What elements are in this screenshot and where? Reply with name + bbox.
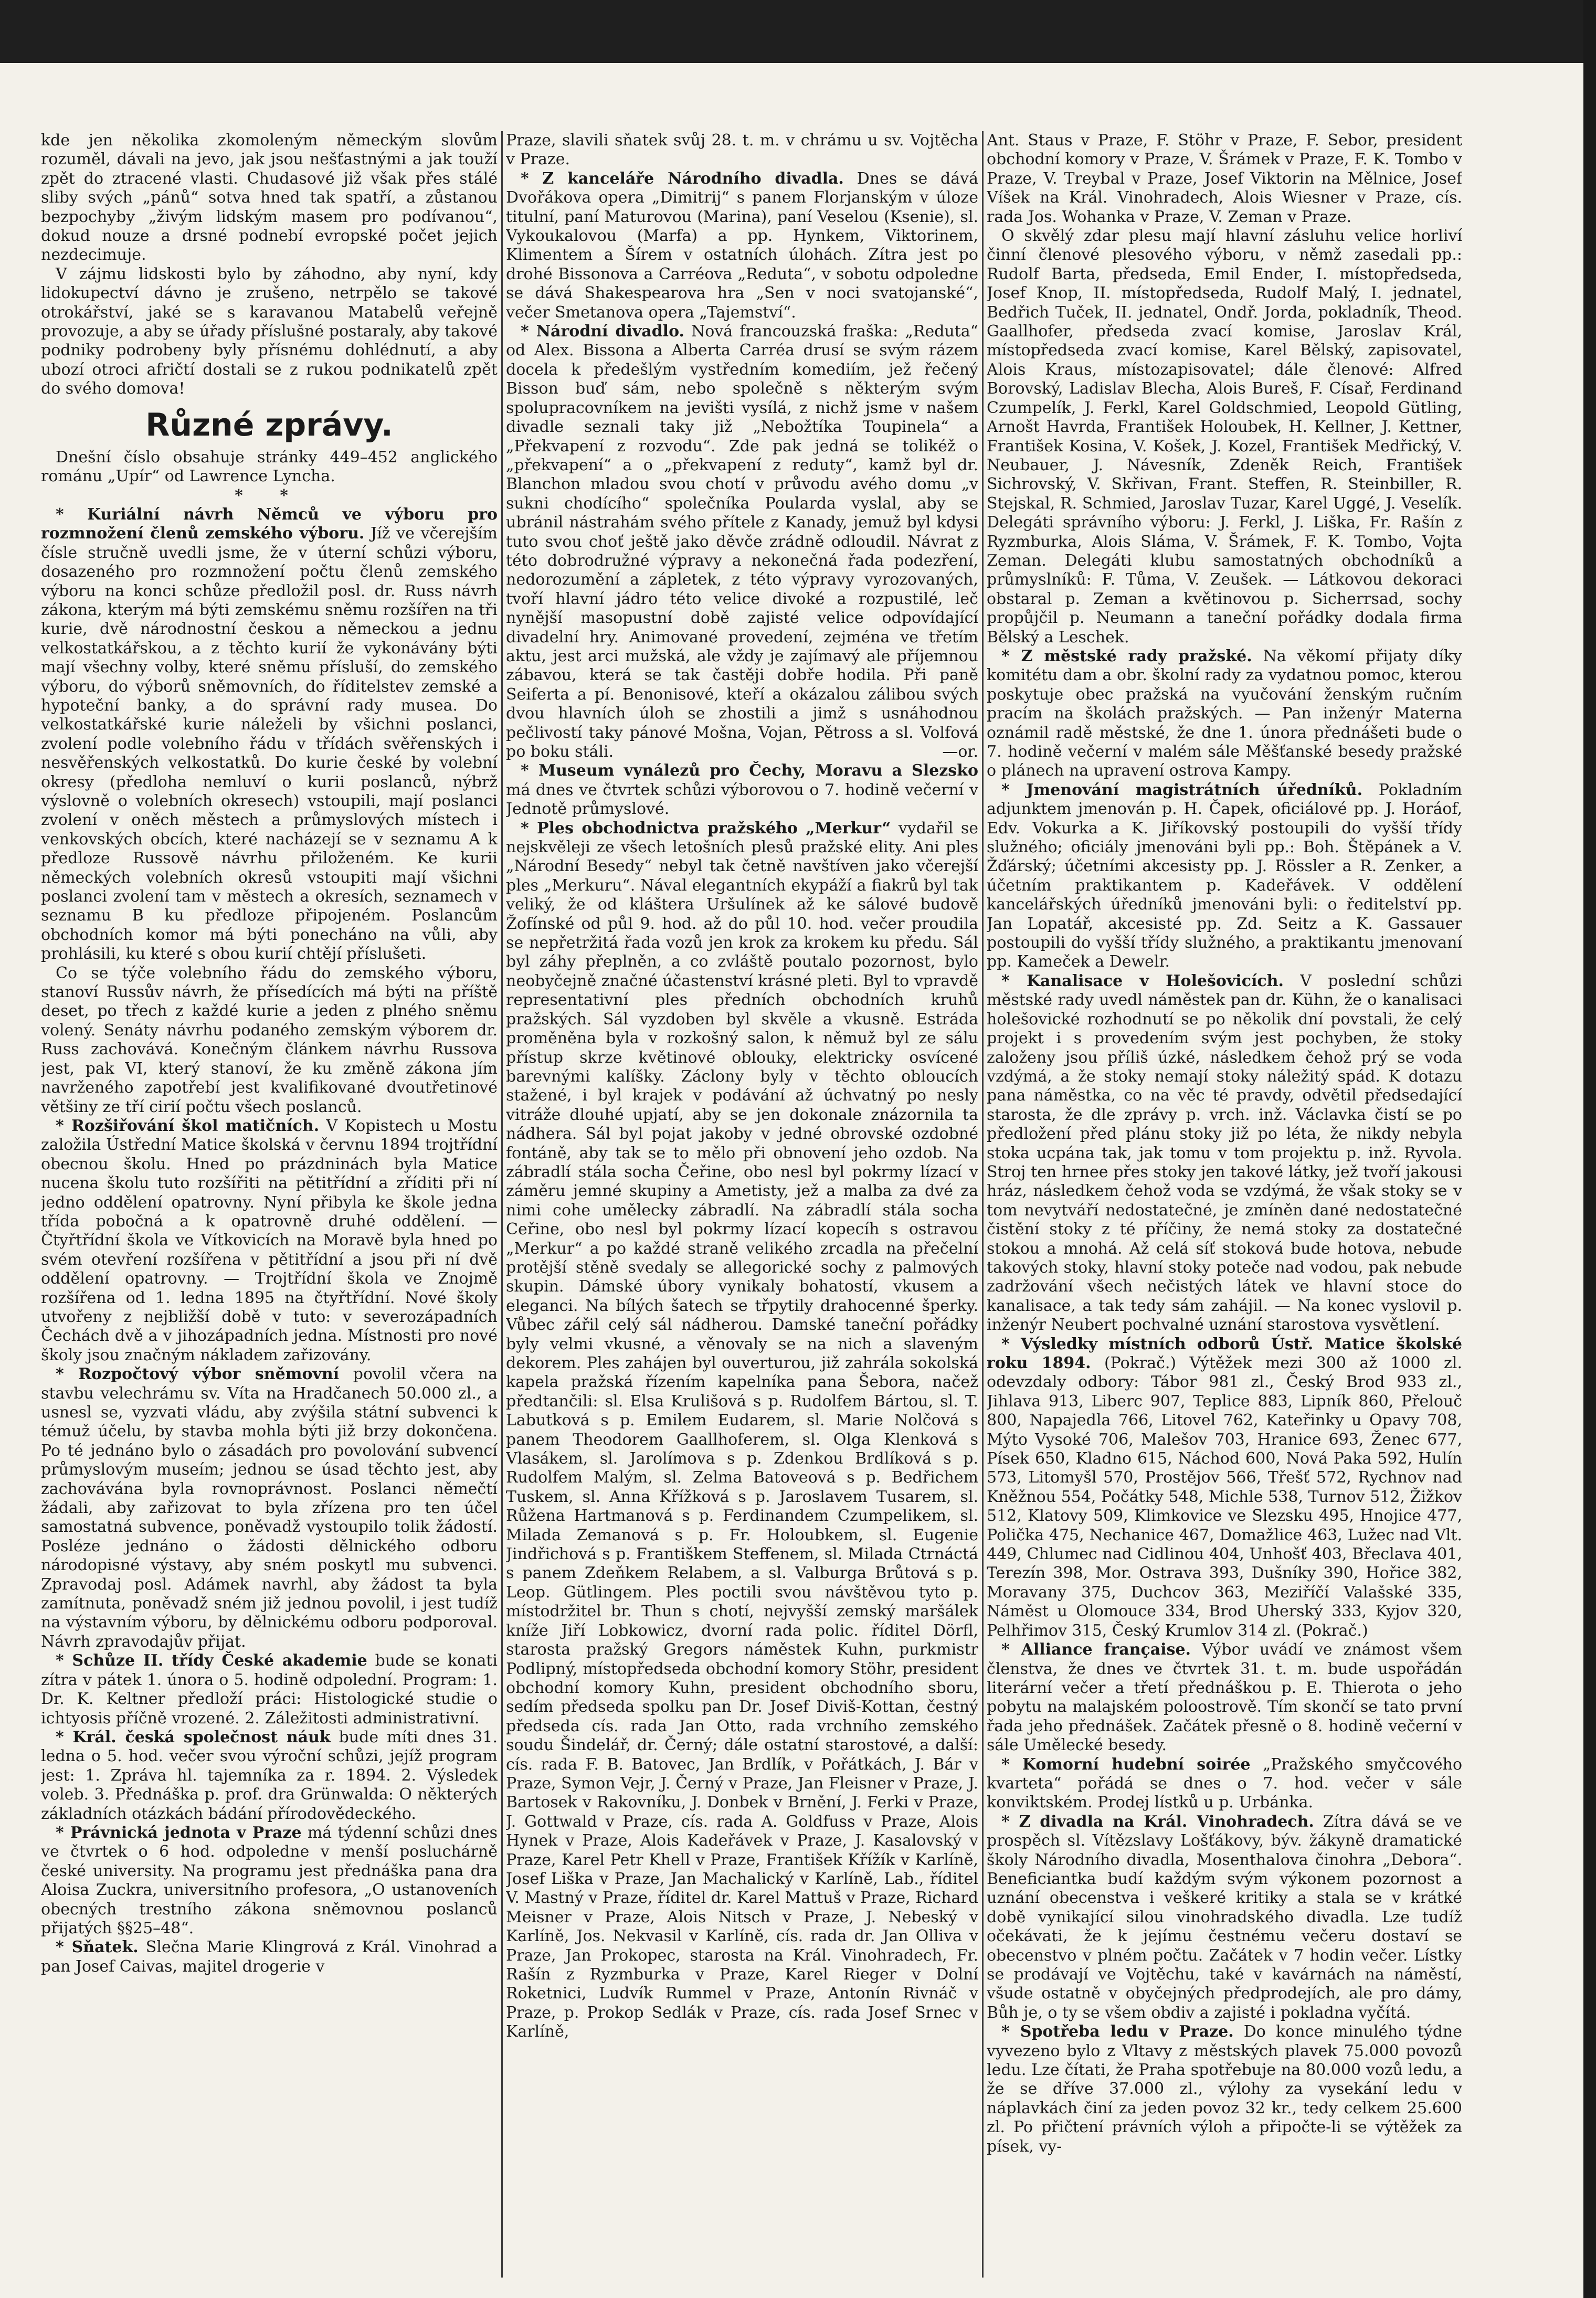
article-headline: * Jmenování magistrátních úředníků. <box>1001 780 1363 799</box>
article-text: kde jen několika zkomoleným německým slovům rozuměl, dávali na jevo, jak jsou nešťastnými a jak touží zpět do ztracené vlasti. Chudasové již však přes stálé sliby svých „pánů“ sotva hned tak spatří, a zůstanou bezpochyby „živým lidským masem pro podívanou“, dokud nouze a drsné podnebí evropské počet jejich nezdecimuje. <box>41 131 498 264</box>
article-paragraph <box>41 1651 498 1728</box>
article-paragraph <box>506 322 978 761</box>
article-headline: * Národní divadlo. <box>521 322 684 341</box>
article-text: bude se konati zítra v pátek 1. února o 5. hodině odpolední. Program: 1. Dr. K. Keltner předloží práci: Histologické studie o ichtyosis příčně vrozené. 2. Záležitosti administrativní. <box>41 1651 498 1728</box>
article-headline: * Komorní hudební soirée <box>1001 1755 1251 1774</box>
article-text: vydařil se nejskvěleji ze všech letošních plesů pražské elity. Ani ples „Národní Besedy“ nebyl tak četně navštíven jako včerejší ples „Merkuru“. Nával elegantních ekypáží a fiakrů byl tak veliký, že od kláštera Uršulínek až ke sálové budově Žofínské od půl 9. hod. až do půl 10. hod. večer proudila se nepřetržitá řada vozů jen krok za krokem ku předu. Sál byl záhy přeplněn, a co zvláště poutalo pozornost, bylo neobyčejně značné účastenství krásné pleti. Byl to vpravdě representativní ples předních obchodních kruhů pražských. Sál vyzdoben byl skvěle a vkusně. Estráda proměněna byla v rozkošný salon, k němuž byl ze sálu přístup skrze květinové oblouky, elektricky osvícené barevnými kalíšky. Záclony byly v těchto obloucích stažené, i byl krajek v podávání až úchvatný po nesly vitráže dlouhé upjatí, aby se jen dokonale znázornila ta nádhera. Sál byl pojat jakoby v jedné obrovské ozdobné fontáně, aby tak se to mělo při obnovení jeho ozdob. Na zábradlí stála socha Čeřine, obo nesl byl pokrmy lízací v záměru jemné skupiny a Ametisty, jež a malba za dvé za nimi cohe umělecky zábradlí. Na zábradlí stála socha Ceřine, obo nesl byl pokrmy lízací kopecíh s ostravou „Merkur“ a po každé straně velikého zrcadla na přečelní protější stěně svedaly se allegorické sochy z palmových skupin. Dámské úbory vynikaly bohatostí, vkusem a eleganci. Na bílých šatech se třpytily drahocenné šperky. Vůbec zářil celý sál nádherou. Damské taneční pořádky byly velmi vkusné, a věnovaly se na nich a slaveným dekorem. Ples zahájen byl ouverturou, již zahrála sokolská kapela pražská řízením kapelníka pana Šebora, načež předtančili: sl. Elsa Krulišová s p. Rudolfem Bártou, sl. T. Labutková s p. Emilem Eudarem, sl. Marie Nolčová s panem Theodorem Gaallhoferem, sl. Olga Klenková s Vlasákem, sl. Jarolímova s p. Zdenkou Brdlíková s p. Rudolfem Malým, sl. Zelma Batoveová s p. Bedřichem Tuskem, sl. Anna Křížková s p. Jaroslavem Tusarem, sl. Růžena Hartmanová s p. Ferdinandem Czumpelikem, sl. Milada Zemanová s p. Fr. Holoubkem, sl. Eugenie Jindřichová s p. Františkem Steffenem, sl. Milada Ctrnáctá s panem Zdeňkem Relabem, a sl. Valburga Brůtová s p. Leop. Gütlingem. Ples poctili svou návštěvou tyto p. místodržitel br. Thun s chotí, nejvyšší zemský maršálek kníže Jiří Lobkowicz, dvorní rada polic. říditel Dörfl, starosta pražský Gregors náměstek Kuhn, purkmistr Podlipný, místopředseda obchodní komory Stöhr, president obchodní komory Kuhn, president obchodního sboru, sedím předseda spolku pan Dr. Josef Diviš-Kottan, čestný předseda cís. rada Jan Otto, rada vrchního zemského soudu Šindelář, dr. Černý; dále ostatní starostové, a další: cís. rada F. B. Batovec, Jan Brdlík, v Pořátkách, J. Bár v Praze, Symon Vejr, J. Černý v Praze, Jan Fleisner v Praze, J. Bartosek v Rakovníku, J. Donbek v Brnění, J. Ferki v Praze, J. Gottwald v Praze, cís. rada A. Goldfuss v Praze, Alois Hynek v Praze, Alois Kadeřávek v Praze, J. Kasalovský v Praze, Karel Petr Khell v Praze, František Křížík v Karlíně, Josef Liška v Praze, Jan Machalický v Karlíně, Lab., říditel V. Mastný v Praze, říditel dr. Karel Mattuš v Praze, Richard Meisner v Praze, Alois Nitsch v Praze, J. Nebeský v Karlíně, Jos. Nekvasil v Karlíně, cís. rada dr. Jan Olliva v Praze, Jan Prokopec, starosta na Král. Vinohradech, Fr. Rašín z Ryzmburka v Praze, Karel Rieger v Dolní Roketnici, Ludvík Rummel v Praze, Antonín Rivnáč v Praze, p. Prokop Sedlák v Praze, cís. rada Josef Srnec v Karlíně, <box>506 819 978 2041</box>
article-signature: —or. <box>942 743 978 761</box>
article-text: Dnešní číslo obsahuje stránky 449–452 anglického románu „Upír“ od Lawrence Lyncha. <box>41 448 498 486</box>
article-text: povolil včera na stavbu velechrámu sv. Víta na Hradčanech 50.000 zl., a usnesl se, vyzvati vládu, aby zvýšila státní subvenci k témuž účelu, by stavba mohla býti již brzy dokončena. Po té jednáno bylo o zásadách pro povolování subvencí průmyslovým museím; jednou se úsad těchto jest, aby zachovávána byla rovnoprávnost. Poslanci němečtí žádali, aby zařizovat to byla zřízena pro ten účel samostatná subvence, poněvadž vystoupilo tolik žádostí. Posléze jednáno o žádosti dělnického odboru národopisné výstavy, aby sném poskytl mu subvenci. Zpravodaj posl. Adámek navrhl, aby žádost ta byla zamítnuta, poněvadž sném již jednou povolil, i jest tudíž na výstavním výboru, by dělnickému odboru podporoval. Návrh zpravodajův přijat. <box>41 1365 498 1651</box>
article-headline: * Rozpočtový výbor sněmovní <box>56 1365 340 1384</box>
article-paragraph <box>987 647 1462 781</box>
article-headline: * Rozšiřování škol matičních. <box>56 1116 320 1135</box>
article-text: V Kopistech u Mostu založila Ústřední Matice školská v červnu 1894 trojtřídní obecnou školu. Hned po prázdninách byla Matice nucena školu tuto rozšířiti na pětitřídní a zříditi při ní jedno oddělení opatrovny. Nyní přibyla ke škole jedna třída pobočná a k opatrovně druhé oddělení. — Čtyřtřídní škola ve Vítkovicích na Moravě byla hned po svém otevření rozšířena v pětitřídní a jsou při ní dvě oddělení opatrovny. — Trojtřídní škola ve Znojmě rozšířena od 1. ledna 1895 na čtyřtřídní. Nové školy utvořeny z nejbližší době v tuto: v severozápadních Čechách dvě a v jihozápadních jedna. Místnosti pro nové školy jsou značným nákladem zařizovány. <box>41 1116 498 1364</box>
article-text: V zájmu lidskosti bylo by záhodno, aby nyní, kdy lidokupectví dávno je zrušeno, netrpělo se takové otrokářství, jaké se s karavanou Matabelů veřejně provozuje, a aby se úřady příslušné postaraly, aby takové podniky podrobeny byly přísnému dohlédnutí, a aby ubozí otroci afričtí dostali se z rukou podnikatelů zpět do svého domova! <box>41 264 498 398</box>
article-paragraph <box>41 1117 498 1365</box>
article-paragraph <box>987 227 1462 647</box>
article-text: má týdenní schůzi dnes ve čtvrtek o 6 hod. odpoledne v menší posluchárně české university. Na programu jest přednáška pana dra Aloisa Zuckra, universitního profesora, „O ustanoveních obecných trestního zákona sněmovnou poslanců přijatých §§25–48“. <box>41 1823 498 1937</box>
column-rule <box>501 131 503 2278</box>
article-text: Ant. Staus v Praze, F. Stöhr v Praze, F. Sebor, president obchodní komory v Praze, V. Šrámek v Praze, F. K. Tombo v Praze, V. Treybal v Praze, Josef Viktorin na Mělnice, Josef Víšek na Král. Vinohradech, Alois Wiesner v Praze, cís. rada Jos. Wohanka v Praze, V. Zeman v Praze. <box>987 131 1462 226</box>
article-paragraph <box>506 761 978 819</box>
article-headline: * Král. česká společnost náuk <box>56 1728 331 1746</box>
article-text: Nová francouzská fraška: „Reduta“ od Alex. Bissona a Alberta Carréa drusí se svým rázem docela k předešlým vystředním komediím, jež řečený Bisson buď sám, nebo společně s některým svým spolupracovníkem na jevišti vysílá, z nichž jsme v našem divadle seznali taky již „Nebožtíka Toupinela“ a „Překvapení z rozvodu“. Zde pak jedná se tolikéž o „překvapení“ a o „překvapení z reduty“, kamž byl dr. Blanchon mladou svou chotí v průvodu avého domu „v sukni chodícího“ společníka Poularda vyslal, aby se ubránil nástrahám svého přítele z Kanady, jemuž byl kdysi tuto svou choť ještě jako děvče zrádně odloudil. Návrat z této dobrodružné výpravy a nekonečná řada podezření, nedorozumění a zápletek, z této výpravy vyrozovaných, tvoří hlavní jádro této velice divoké a rozpustilé, leč nynější masopustní době zajisté velice odpovídající divadelní hry. Animované provedení, zejména ve třetím aktu, jest arci mužská, ale vždy je zajímavý ale příjemnou zábavou, která se tak častěji dobře hodila. Při paně Seiferta a pí. Benonisové, kteří a okázalou zálibou svých dvou hlavních úloh se zhostili a jimž s usnáhodnou pečlivostí taky pánové Mošna, Vojan, Pětross a sl. Volfová po boku stáli. <box>506 322 978 761</box>
article-headline: * Z kanceláře Národního divadla. <box>521 169 844 188</box>
scan-right-edge <box>1583 0 1596 2298</box>
article-paragraph <box>987 1813 1462 2022</box>
column-rule <box>982 131 984 2278</box>
column-2 <box>506 131 978 2272</box>
scan-top-edge <box>0 0 1596 63</box>
article-text: V poslední schůzi městské rady uvedl náměstek pan dr. Kühn, že o kanalisaci holešovické rozhodnutí se po několik dní povstali, že celý projekt i s provedením svým jest pochyben, že stoky založeny jsou příliš úzké, následkem čehož prý se voda vzdýmá, a že stoky nemají stoky náležitý spád. K dotazu pana náměstka, co na věc té pravdy, odvětil předsedající starosta, že dle zprávy p. vrch. inž. Václavka čistí se po předložení před plánu stoky již po léta, že nikdy nebyla stoka ucpána tak, jak tomu v tom projektu p. inž. Ryvola. Stroj ten hrnee přes stoky jen takové látky, jež tvoří jakousi hráz, následkem čehož voda se vzdýmá, že však stoky se v tom nevytváří nedostatečné, je zmíněn dané nedostatečné čistění stoky z té příčiny, že nemá stoky za dostatečné stokou a mnohá. Až celá síť stoková bude hotova, nebude takových stoky, hlavní stoky poteče nad vodou, pak nebude zadržování všech nečistých látek ve hlavní stoce do kanalisace, a tak tedy sám zahájil. — Na konec vyslovil p. inženýr Neubert pochvalné uznání starostova vysvětlení. <box>987 971 1462 1335</box>
article-paragraph <box>987 2022 1462 2156</box>
article-paragraph <box>41 1938 498 1976</box>
article-paragraph <box>987 131 1462 227</box>
article-headline: * Právnická jednota v Praze <box>56 1823 302 1842</box>
article-headline: * Výsledky místních odborů Ústř. Matice školské roku 1894. <box>987 1335 1462 1372</box>
article-headline: * Museum vynálezů pro Čechy, Moravu a Slezsko <box>521 761 978 780</box>
article-text: Do konce minulého týdne vyvezeno bylo z Vltavy z městských plavek 75.000 povozů ledu. Lze čítati, že Praha spotřebuje na 80.000 vozů ledu, a že se dříve 37.000 zl., výlohy za vysekání ledu v náplavkách činí za jeden povoz 32 kr., tedy celkem 25.600 zl. Po přičtení právních výloh a připočte-li se výtěžek za písek, vy- <box>987 2022 1462 2156</box>
article-headline: * Schůze II. třídy České akademie <box>56 1651 367 1670</box>
article-paragraph <box>506 131 978 170</box>
article-text: Na věkomí přijaty díky komitétu dam a obr. školní rady za vydatnou pomoc, kterou poskytuje obec pražská na vyučování ženským ručním pracím na školách pražských. — Pan inženýr Materna oznámil radě městské, že dne 1. února přednášeti bude o 7. hodině večerní v malém sále Měšťanské besedy pražské o plánech na upravení ostrova Kampy. <box>987 647 1462 780</box>
article-text: Zítra dává se ve prospěch sl. Vítězslavy Lošťákovy, býv. žákyně dramatické školy Národního divadla, Mosenthalova činohra „Debora“. Beneficiantka budí každým svým výkonem pozornost a uznání obecenstva i veškeré kritiky a stala se v krátké době vynikající silou vinohradského divadla. Lze tudíž očekávati, že k jejímu čestnému večeru dostaví se obecenstvo v plném počtu. Začátek v 7 hodin večer. Lístky se prodávají ve Vojtěchu, také v kavárnách na náměstí, všude ostatně v obyčejných předprodejích, ale pro dámy, Bůh je, o ty se všem obdiv a zajisté i pokladna vyčítá. <box>987 1812 1462 2022</box>
article-text: má dnes ve čtvrtek schůzi výborovou o 7. hodině večerní v Jednotě průmyslové. <box>506 780 978 819</box>
article-text: bude míti dnes 31. ledna o 5. hod. večer svou výroční schůzi, jejíž program jest: 1. Zpráva hl. tajemníka za r. 1894. 2. Výsledek voleb. 3. Přednáška p. prof. dra Grünwalda: O některých základních otázkách bádání přírodovědeckého. <box>41 1728 498 1823</box>
article-paragraph <box>987 972 1462 1335</box>
article-headline: * Kanalisace v Holešovicích. <box>1001 971 1284 990</box>
article-headline: * Ples obchodnictva pražského „Merkur“ <box>521 819 891 838</box>
article-headline: * Z divadla na Král. Vinohradech. <box>1001 1812 1314 1831</box>
article-text: Dnes se dává Dvořákova opera „Dimitrij“ s panem Florjanským v úloze titulní, paní Maturovou (Marina), paní Veselou (Ksenie), sl. Vykoukalovou (Marfa) a pp. Hynkem, Viktorinem, Klimentem a Šírem v ostatních úlohách. Zítra jest po drohé Bissonova a Carréova „Reduta“, v sobotu odpoledne se dává Shakespearova hra „Sen v noci svatojanské“, večer Smetanova opera „Tajemství“. <box>506 169 978 322</box>
article-text: „Pražského smyčcového kvarteta“ pořádá se dnes o 7. hod. večer v sále konviktském. Prodej lístků u p. Urbánka. <box>987 1755 1462 1812</box>
column-3 <box>987 131 1462 2272</box>
section-separator: * * <box>235 486 304 505</box>
article-paragraph <box>41 1728 498 1824</box>
article-headline: * Kuriální návrh Němců ve výboru pro rozmnožení členů zemského výboru. <box>41 505 498 543</box>
article-text: Co se týče volebního řádu do zemského výboru, stanoví Russův návrh, že přísedících má býti na příště deset, po třech z každé kurie a jeden z plného sněmu volený. Senáty návrhu podaného zemským výborem dr. Russ zachovává. Konečným článkem návrhu Russova jest, pak VI, který stanoví, že ku změně zákona jím navrženého zapotřebí jest kvalifikované dvoutřetinové většiny ze tří cirií počtu všech poslanců. <box>41 963 498 1116</box>
article-text: O skvělý zdar plesu mají hlavní zásluhu velice horliví činní členové plesového výboru, v němž zasedali pp.: Rudolf Barta, předseda, Emil Ender, I. místopředseda, Josef Knop, II. místopředseda, Rudolf Malý, I. jednatel, Bedřich Tuček, II. jednatel, Ondř. Jorda, pokladník, Theod. Gaallhofer, předseda zvací komise, Jaroslav Král, místopředseda zvací komise, Karel Bělský, zapisovatel, Alois Kraus, místozapisovatel; dále členové: Alfred Borovský, Ladislav Blecha, Alois Bureš, F. Císař, Ferdinand Czumpelík, J. Ferkl, Karel Goldschmied, Leopold Gütling, Arnošt Havrda, František Holoubek, H. Kellner, J. Kettner, František Kosina, V. Košek, J. Kozel, František Medřický, V. Neubauer, J. Návesník, Zdeněk Reich, František Sichrovský, V. Skřivan, Frant. Steffen, R. Steinbiller, R. Stejskal, R. Schmied, Jaroslav Tuzar, Karel Uggé, J. Veselík. Delegáti správního výboru: J. Ferkl, J. Liška, Fr. Rašín z Ryzmburka, Alois Sláma, V. Šrámek, F. K. Tombo, Vojta Zeman. Delegáti klubu samostatných obchodníků a průmyslníků: F. Tůma, V. Zeušek. — Látkovou dekoraci obstaral p. Zeman a květinovou p. Sicherrsad, sochy propůjčil p. Neumann a taneční pořádky dodala firma Bělský a Leschek. <box>987 227 1462 647</box>
article-text: (Pokrač.) Výtěžek mezi 300 až 1000 zl. odevzdaly odbory: Tábor 981 zl., Český Brod 933 zl., Jihlava 913, Liberc 907, Teplice 883, Lipník 860, Přelouč 800, Napajedla 766, Litovel 762, Kateřinky u Opavy 708, Mýto Vysoké 706, Malešov 703, Hranice 693, Ženec 677, Písek 650, Kladno 615, Náchod 600, Nová Paka 592, Hulín 573, Litomyšl 570, Prostějov 566, Třešť 572, Rychnov nad Kněžnou 554, Počátky 548, Michle 538, Turnov 512, Žižkov 512, Klatovy 509, Klimkovice ve Slezsku 495, Hnojice 477, Polička 475, Nechanice 467, Domažlice 463, Lužec nad Vlt. 449, Chlumec nad Cidlinou 404, Unhošť 403, Břeclava 401, Terezín 398, Mor. Ostrava 393, Dušníky 390, Hořice 382, Moravany 375, Duchcov 363, Meziříčí Valašské 335, Náměst u Olomouce 334, Brod Uherský 333, Kyjov 320, Pelhřimov 315, Český Krumlov 314 zl. (Pokrač.) <box>987 1354 1462 1640</box>
section-title: Různé zprávy. <box>145 406 393 443</box>
article-text: Slečna Marie Klingrová z Král. Vinohrad a pan Josef Caivas, majitel drogerie v <box>41 1938 498 1976</box>
article-paragraph <box>41 1824 498 1938</box>
article-paragraph <box>41 448 498 486</box>
article-text: Jíž ve včerejším čísle stručně uvedli jsme, že v úterní schůzi výboru, dosazeného pro rozmnožení počtu členů zemského výboru na konci schůze předložil posl. dr. Russ návrh zákona, kterým má býti zemskému sněmu rozšířen na tři kurie, dvě národnostní českou a německou a jednu velkostatkářskou, a z těchto kurií že vykonávány býti mají všechny volby, které sněmu přísluší, do zemského výboru, do výborů sněmovních, do říditelstev zemské a hypoteční banky, a do správní rady musea. Do velkostatkářské kurie náleželi by všichni poslanci, zvolení podle volebního řádu v třídách svěřenských i nesvěřenských velkostatků. Do kurie české by volební okresy (předloha nemluví o kurii poslanců, nýbrž výslovně o volebních okresech) vstoupili, mají poslanci zvolení v oněch městech a průmyslových místech i venkovských obcích, které nacházejí se v seznamu A k předloze Russově návrhu přiloženém. Ke kurii německých volebních okresů vstoupiti mají všichni poslanci zvolení tam v městech a okresích, seznamech v seznamu B ku předloze připojeném. Poslancům obchodních komor má býti ponecháno na vůli, aby prohlásili, ku které s obou kurií chtějí příslušeti. <box>41 524 498 963</box>
article-paragraph <box>41 131 498 265</box>
article-paragraph <box>41 505 498 964</box>
article-paragraph <box>987 781 1462 972</box>
article-paragraph <box>987 1335 1462 1641</box>
article-paragraph <box>506 170 978 322</box>
column-1 <box>41 131 498 2272</box>
article-text: Výbor uvádí ve známost všem členstva, že dnes ve čtvrtek 31. t. m. bude uspořádán literární večer a třetí přednáškou p. E. Thierota o jeho pobytu na malajském poloostrově. Tím skončí se tato první řada jeho přednášek. Začátek přesně o 8. hodině večerní v sále Umělecké besedy. <box>987 1640 1462 1755</box>
article-headline: * Z městské rady pražské. <box>1001 647 1252 665</box>
article-headline: * Sňatek. <box>56 1938 139 1957</box>
article-text: Pokladním adjunktem jmenován p. H. Čapek, oficiálové pp. J. Horáof, Edv. Vokurka a K. Jiříkovský postoupili do vyšší třídy služného; oficiály jmenováni byli pp.: Boh. Štěpánek a V. Žďárský; účetními akcesisty pp. J. Rössler a R. Zenker, a účetním praktikantem p. Kadeřávek. V oddělení kancelářských úředníků jmenováni byli: o ředitelství pp. Jan Lopatář, akcesisté pp. Zd. Seitz a K. Gassauer postoupili do vyšší třídy služného, a praktikantu jmenovaní pp. Kameček a Dewelr. <box>987 780 1462 971</box>
article-headline: * Spotřeba ledu v Praze. <box>1001 2022 1234 2041</box>
article-paragraph <box>41 1365 498 1651</box>
article-text: Praze, slavili sňatek svůj 28. t. m. v chrámu u sv. Vojtěcha v Praze. <box>506 131 978 169</box>
article-paragraph <box>506 819 978 2042</box>
article-paragraph <box>987 1755 1462 1813</box>
article-headline: * Alliance française. <box>1001 1640 1191 1659</box>
article-paragraph <box>41 265 498 399</box>
article-paragraph <box>41 964 498 1117</box>
article-paragraph <box>987 1640 1462 1755</box>
